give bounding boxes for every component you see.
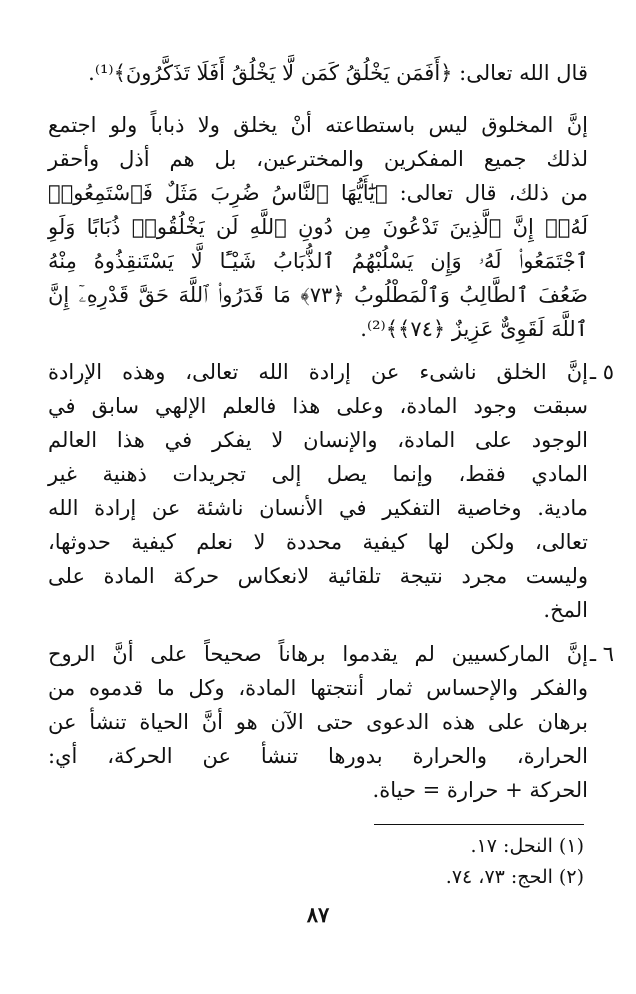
- text-line: تعالى، ولكن لها كيفية محددة لا نعلم كيفية حدوثها،: [48, 530, 588, 554]
- point-number: ٦ ـ: [589, 642, 614, 666]
- intro-verse-line: قال الله تعالى: ﴿أَفَمَن يَخْلُقُ كَمَن لَّا يَخْلُقُ أَفَلَا تَذَكَّرُونَ﴾⁽¹⁾.: [88, 61, 588, 85]
- footnote-1: (١) النحل: ١٧.: [470, 835, 584, 857]
- point-number: ٥ ـ: [589, 360, 614, 384]
- text-line: وليست مجرد نتيجة تلقائية لانعكاس حركة المادة على: [48, 564, 588, 588]
- text-line: لَهُۥٓ إِنَّ ٱلَّذِينَ تَدْعُونَ مِن دُونِ ٱللَّهِ لَن يَخْلُقُوا۟ ذُبَابًا وَلَوِ: [48, 215, 588, 239]
- text-line: الحرارة، والحرارة بدورها تنشأ عن الحركة، أي:: [48, 744, 588, 768]
- text-line: إنَّ الماركسيين لم يقدموا برهاناً صحيحاً على أنَّ الروح: [48, 642, 588, 666]
- text-line: الحركة + حرارة = حياة.: [372, 778, 588, 802]
- text-line: الوجود على المادة، والإنسان لا يفكر في هذا العالم: [48, 428, 588, 452]
- footnote-2: (٢) الحج: ٧٣، ٧٤.: [445, 866, 584, 888]
- text-line: ٱللَّهَ لَقَوِىٌّ عَزِيزٌ ﴿٧٤﴾﴾⁽²⁾.: [360, 317, 588, 341]
- text-line: ضَعُفَ ٱلطَّالِبُ وَٱلْمَطْلُوبُ ﴿٧٣﴾ مَا قَدَرُوا۟ ٱللَّهَ حَقَّ قَدْرِهِۦٓ إِنَّ: [48, 283, 588, 307]
- text-line: من ذلك، قال تعالى: ﴿يَٰٓأَيُّهَا ٱلنَّاسُ ضُرِبَ مَثَلٌ فَٱسْتَمِعُوا۟: [48, 181, 588, 205]
- text-line: إنَّ المخلوق ليس باستطاعته أنْ يخلق ولا ذباباً ولو اجتمع: [48, 113, 588, 137]
- footnote-divider: [374, 824, 584, 825]
- text-line: سبقت وجود المادة، وعلى هذا فالعلم الإلهي سابق في: [48, 394, 588, 418]
- page-number: ٨٧: [306, 902, 330, 927]
- text-line: المادي فقط، وإنما يصل إلى تجريدات ذهنية غير: [48, 462, 588, 486]
- text-line: لذلك جميع المفكرين والمخترعين، بل هم أذل وأحقر: [48, 147, 588, 171]
- text-line: ٱجْتَمَعُوا۟ لَهُۥ وَإِن يَسْلُبْهُمُ ٱلذُّبَابُ شَيْـًٔا لَّا يَسْتَنقِذُوهُ مِنْهُ: [48, 249, 588, 273]
- text-line: والفكر والإحساس ثمار أنتجتها المادة، وكل ما قدموه من: [48, 676, 588, 700]
- text-line: مادية. وخاصية التفكير في الأنسان ناشئة عن إرادة الله: [48, 496, 588, 520]
- text-line: إنَّ الخلق ناشىء عن إرادة الله تعالى، وهذه الإرادة: [48, 360, 588, 384]
- text-line: المخ.: [543, 598, 588, 622]
- text-line: برهان على هذه الدعوى حتى الآن هو أنَّ الحياة تنشأ عن: [48, 710, 588, 734]
